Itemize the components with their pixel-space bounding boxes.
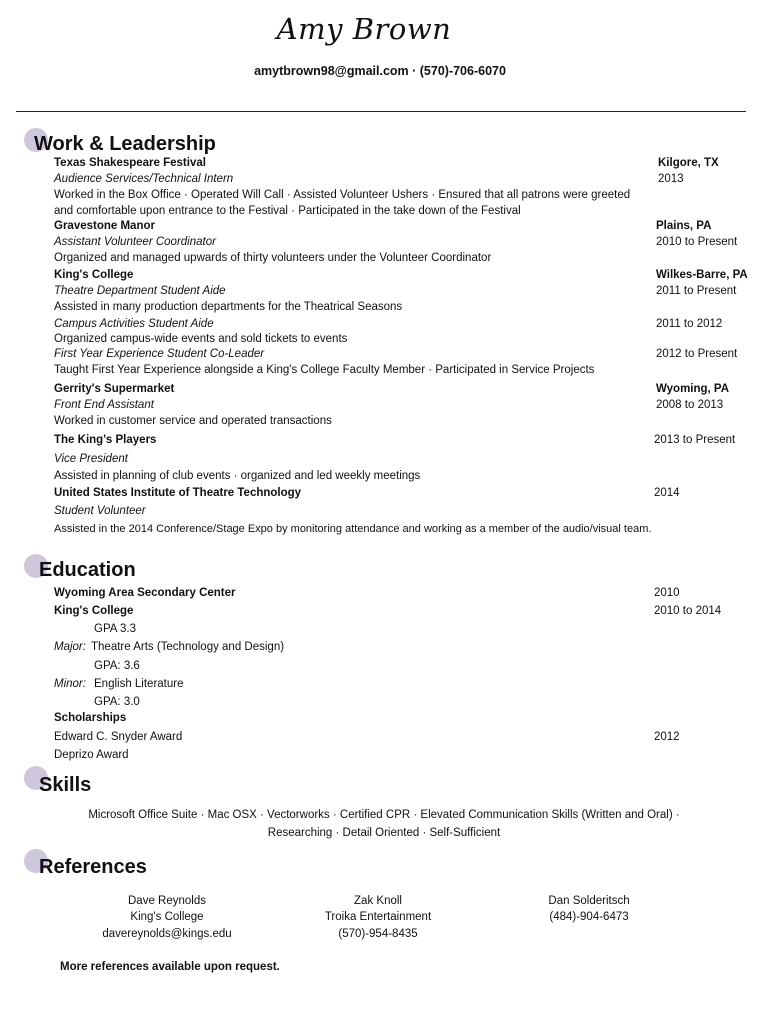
job-date: 2010 to Present xyxy=(656,236,738,248)
major-label: Major: xyxy=(54,641,86,653)
job-description: Organized campus-wide events and sold tickets to events xyxy=(54,333,348,345)
section-heading-work: Work & Leadership xyxy=(34,133,216,155)
references-note: More references available upon request. xyxy=(60,961,280,973)
job-org: Texas Shakespeare Festival xyxy=(54,157,206,169)
job-org: The King's Players xyxy=(54,434,157,446)
job-location: Kilgore, TX xyxy=(658,157,719,169)
job-title: Theatre Department Student Aide xyxy=(54,285,226,297)
job-description: Organized and managed upwards of thirty volunteers under the Volunteer Coordinator xyxy=(54,252,492,264)
reference-org: Troika Entertainment xyxy=(324,911,432,923)
skills-line: Researching · Detail Oriented · Self-Sufficient xyxy=(267,827,501,839)
reference-contact: (570)-954-8435 xyxy=(338,928,418,940)
gpa: GPA 3.3 xyxy=(94,623,136,635)
job-description: Assisted in many production departments for the Theatrical Seasons xyxy=(54,301,403,313)
job-org: Gravestone Manor xyxy=(54,220,155,232)
minor: English Literature xyxy=(94,678,184,690)
job-title: Campus Activities Student Aide xyxy=(54,318,214,330)
section-heading-references: References xyxy=(39,856,147,878)
job-date: 2011 to Present xyxy=(656,285,737,297)
job-description: Assisted in the 2014 Conference/Stage Expo by monitoring attendance and working as a member of the audio/visual team. xyxy=(54,523,652,535)
reference-name: Zak Knoll xyxy=(354,895,402,907)
job-date: 2014 xyxy=(654,487,680,499)
job-description: Worked in customer service and operated transactions xyxy=(54,415,332,427)
job-title: Front End Assistant xyxy=(54,399,154,411)
job-description: Taught First Year Experience alongside a King's College Faculty Member · Participated in Service Projects xyxy=(54,364,595,376)
reference-name: Dan Solderitsch xyxy=(548,895,630,907)
job-org: King's College xyxy=(54,269,134,281)
job-description: Worked in the Box Office · Operated Will Call · Assisted Volunteer Ushers · Ensured that all patrons were greeted xyxy=(54,189,631,201)
job-date: 2012 to Present xyxy=(656,348,738,360)
minor-label: Minor: xyxy=(54,678,86,690)
reference-contact: davereynolds@kings.edu xyxy=(102,928,232,940)
job-title: Student Volunteer xyxy=(54,505,146,517)
skills-line: Microsoft Office Suite · Mac OSX · Vectorworks · Certified CPR · Elevated Communication Skills (Written and Oral) · xyxy=(88,809,680,821)
job-location: Plains, PA xyxy=(656,220,712,232)
job-title: First Year Experience Student Co-Leader xyxy=(54,348,265,360)
resume-name: Amy Brown xyxy=(276,12,452,46)
contact-line: amytbrown98@gmail.com · (570)-706-6070 xyxy=(254,64,506,78)
job-description: Assisted in planning of club events · organized and led weekly meetings xyxy=(54,470,421,482)
job-location: Wyoming, PA xyxy=(656,383,730,395)
school-date: 2010 to 2014 xyxy=(654,605,722,617)
major: Theatre Arts (Technology and Design) xyxy=(91,641,285,653)
award-date: 2012 xyxy=(654,731,680,743)
job-title: Vice President xyxy=(54,453,128,465)
gpa: GPA: 3.6 xyxy=(94,660,140,672)
reference-org: King's College xyxy=(130,911,204,923)
award: Edward C. Snyder Award xyxy=(54,731,183,743)
scholarships-label: Scholarships xyxy=(54,712,127,724)
job-date: 2013 xyxy=(658,173,684,185)
job-date: 2008 to 2013 xyxy=(656,399,724,411)
job-title: Audience Services/Technical Intern xyxy=(54,173,234,185)
job-date: 2011 to 2012 xyxy=(656,318,723,330)
job-description: and comfortable upon entrance to the Festival · Participated in the take down of the Festival xyxy=(54,205,521,217)
reference-org: (484)-904-6473 xyxy=(549,911,629,923)
job-date: 2013 to Present xyxy=(654,434,736,446)
section-heading-education: Education xyxy=(39,559,136,581)
job-org: United States Institute of Theatre Technology xyxy=(54,487,302,499)
school-name: Wyoming Area Secondary Center xyxy=(54,587,236,599)
section-heading-skills: Skills xyxy=(39,774,92,796)
job-title: Assistant Volunteer Coordinator xyxy=(54,236,216,248)
school-name: King's College xyxy=(54,605,134,617)
gpa: GPA: 3.0 xyxy=(94,696,140,708)
job-org: Gerrity's Supermarket xyxy=(54,383,175,395)
reference-name: Dave Reynolds xyxy=(128,895,206,907)
job-location: Wilkes-Barre, PA xyxy=(656,269,748,281)
header-divider xyxy=(16,111,746,112)
school-date: 2010 xyxy=(654,587,680,599)
award: Deprizo Award xyxy=(54,749,129,761)
